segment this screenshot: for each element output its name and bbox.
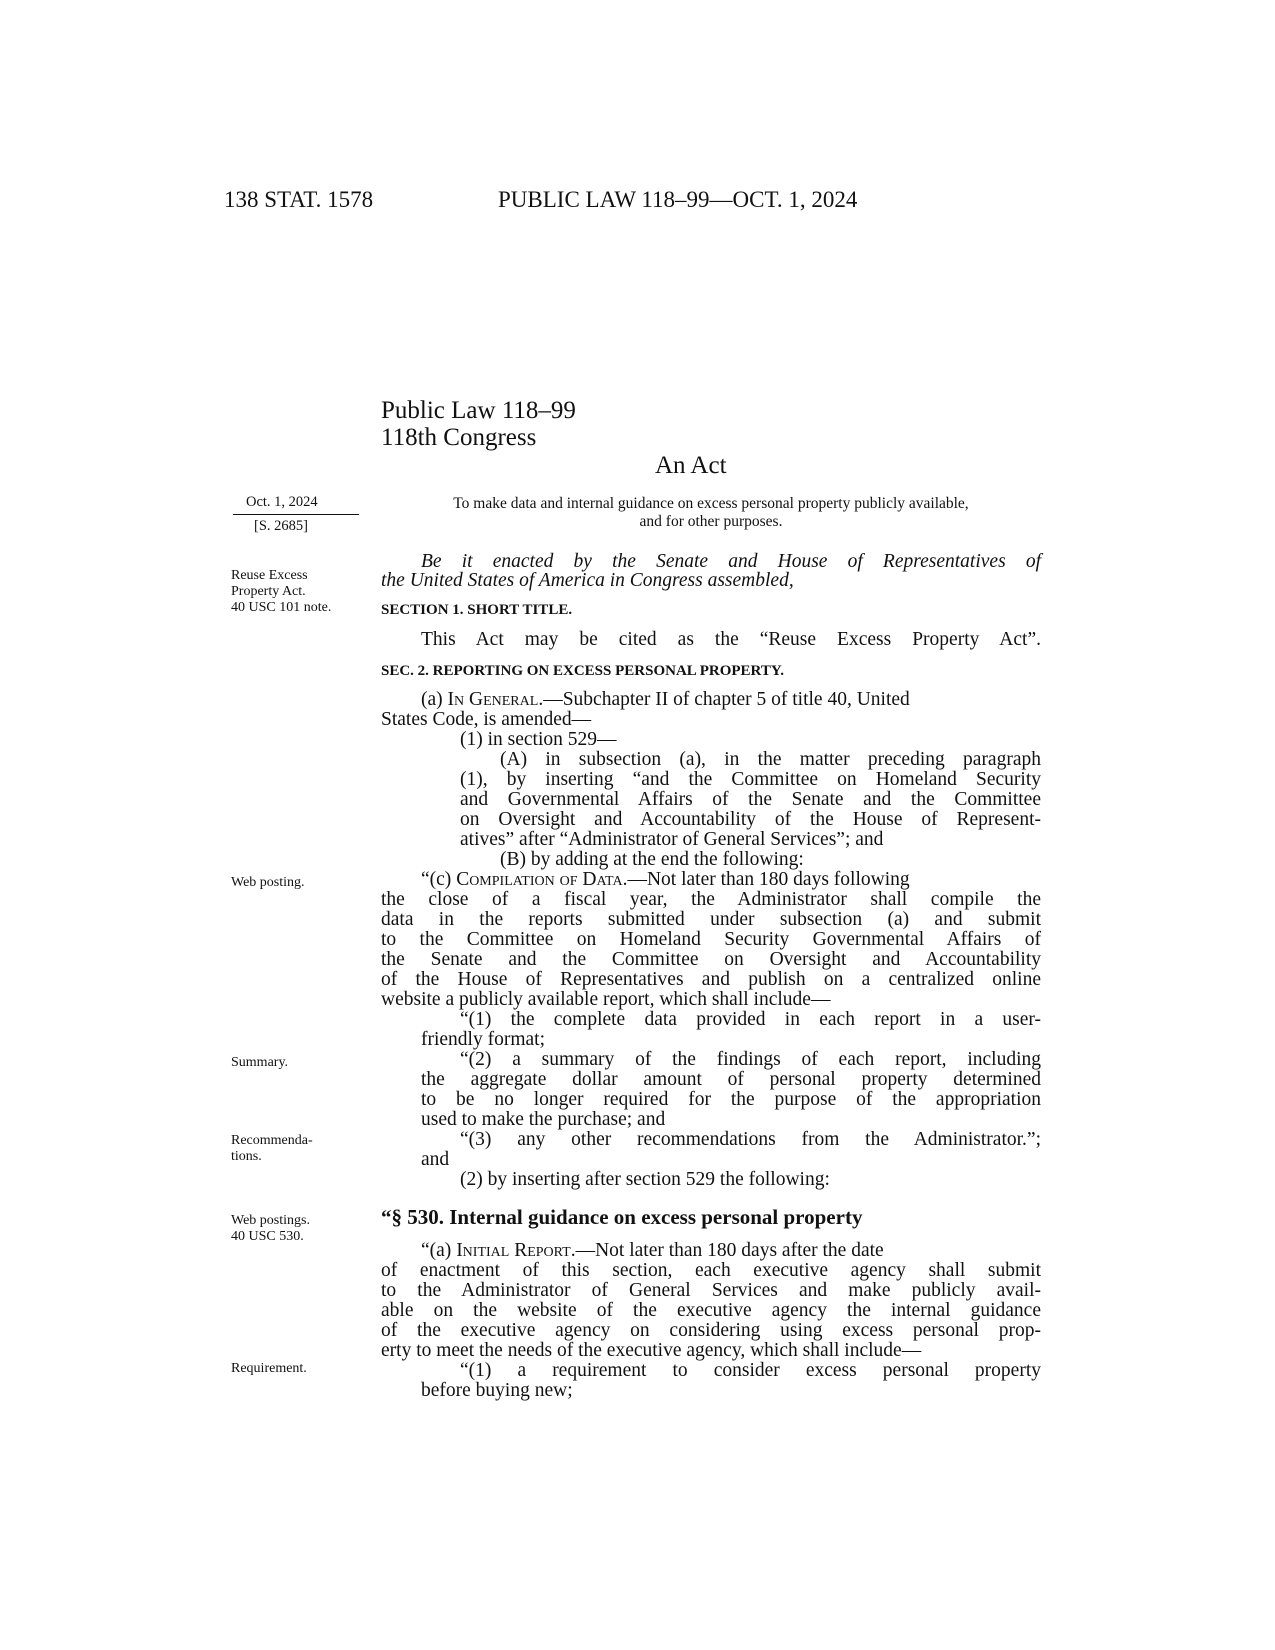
sec2-c-line-2: the close of a fiscal year, the Administrator shall compile the bbox=[381, 889, 1041, 910]
sec530-p1-line-2: before buying new; bbox=[421, 1380, 573, 1401]
sec2-B-line: (B) by adding at the end the following: bbox=[500, 849, 804, 870]
sec2-c2-line-1: “(2) a summary of the findings of each report, including bbox=[460, 1049, 1041, 1070]
margin-requirement: Requirement. bbox=[231, 1361, 307, 1376]
section-1-text: This Act may be cited as the “Reuse Excess Property Act”. bbox=[421, 629, 1041, 650]
sec2-c3-line-2: and bbox=[421, 1149, 450, 1170]
law-number: Public Law 118–99 bbox=[381, 397, 576, 424]
running-header: PUBLIC LAW 118–99—OCT. 1, 2024 bbox=[498, 187, 858, 212]
margin-web-postings: Web postings. bbox=[231, 1213, 310, 1228]
margin-bill-number: [S. 2685] bbox=[254, 518, 308, 534]
sec2-paragraph-1: (1) in section 529— bbox=[460, 729, 617, 750]
margin-short-title-2: Property Act. bbox=[231, 584, 306, 599]
sec530-a-line-4: able on the website of the executive agency the internal guidance bbox=[381, 1300, 1041, 1321]
congress-number: 118th Congress bbox=[381, 424, 537, 451]
sec2-A-line-1: (A) in subsection (a), in the matter preceding paragraph bbox=[500, 749, 1041, 770]
sec530-a-line-3: to the Administrator of General Services and make publicly avail- bbox=[381, 1280, 1041, 1301]
sec2-c2-line-3: to be no longer required for the purpose of the appropriation bbox=[421, 1089, 1041, 1110]
page-stat-citation: 138 STAT. 1578 bbox=[224, 187, 374, 212]
sec2-c1-line-2: friendly format; bbox=[421, 1029, 545, 1050]
sec2-c-line-7: website a publicly available report, which shall include— bbox=[381, 989, 831, 1010]
margin-date: Oct. 1, 2024 bbox=[246, 494, 318, 510]
sec2-c1-line-1: “(1) the complete data provided in each report in a user- bbox=[460, 1009, 1041, 1030]
sec2-c-line-1: “(c) Compilation of Data.—Not later than 180 days following bbox=[421, 869, 910, 890]
margin-web-posting: Web posting. bbox=[231, 875, 305, 890]
margin-short-title-1: Reuse Excess bbox=[231, 568, 308, 583]
sec2-c-line-3: data in the reports submitted under subsection (a) and submit bbox=[381, 909, 1041, 930]
sec2-A-line-5: atives” after “Administrator of General Services”; and bbox=[460, 829, 884, 850]
margin-short-title-3: 40 USC 101 note. bbox=[231, 600, 332, 615]
sec530-p1-line-1: “(1) a requirement to consider excess personal property bbox=[460, 1360, 1041, 1381]
enacting-clause-line-2: the United States of America in Congress assembled, bbox=[381, 570, 794, 591]
section-530-heading: “§ 530. Internal guidance on excess personal property bbox=[381, 1205, 863, 1229]
act-title: An Act bbox=[655, 452, 727, 479]
sec2-c-line-6: of the House of Representatives and publish on a centralized online bbox=[381, 969, 1041, 990]
sec530-a-line-1: “(a) Initial Report.—Not later than 180 days after the date bbox=[421, 1240, 884, 1261]
margin-summary: Summary. bbox=[231, 1055, 289, 1070]
purpose-line-2: and for other purposes. bbox=[639, 513, 783, 530]
sec2-c-line-5: the Senate and the Committee on Oversight and Accountability bbox=[381, 949, 1041, 970]
sec2-paragraph-2: (2) by inserting after section 529 the following: bbox=[460, 1169, 830, 1190]
sec2-c2-line-2: the aggregate dollar amount of personal property determined bbox=[421, 1069, 1041, 1090]
sec530-a-line-2: of enactment of this section, each executive agency shall submit bbox=[381, 1260, 1041, 1281]
section-1-heading: SECTION 1. SHORT TITLE. bbox=[381, 602, 573, 618]
margin-usc-530: 40 USC 530. bbox=[231, 1229, 304, 1244]
sec2-c-line-4: to the Committee on Homeland Security Governmental Affairs of bbox=[381, 929, 1041, 950]
sec2-a-line-1: (a) In General.—Subchapter II of chapter 5 of title 40, United bbox=[421, 689, 910, 710]
sec2-a-line-2: States Code, is amended— bbox=[381, 709, 592, 730]
sec2-c2-line-4: used to make the purchase; and bbox=[421, 1109, 666, 1130]
margin-rule bbox=[233, 514, 359, 515]
sec2-c3-line-1: “(3) any other recommendations from the Administrator.”; bbox=[460, 1129, 1041, 1150]
sec2-A-line-2: (1), by inserting “and the Committee on Homeland Security bbox=[460, 769, 1041, 790]
section-2-heading: SEC. 2. REPORTING ON EXCESS PERSONAL PROPERTY. bbox=[381, 663, 785, 679]
margin-recommendations-2: tions. bbox=[231, 1149, 262, 1164]
sec530-a-line-6: erty to meet the needs of the executive agency, which shall include— bbox=[381, 1340, 922, 1361]
enacting-clause-line-1: Be it enacted by the Senate and House of Representatives of bbox=[421, 551, 1041, 572]
margin-recommendations-1: Recommenda- bbox=[231, 1133, 313, 1148]
sec2-A-line-4: on Oversight and Accountability of the House of Represent- bbox=[460, 809, 1041, 830]
sec2-A-line-3: and Governmental Affairs of the Senate and the Committee bbox=[460, 789, 1041, 810]
purpose-line-1: To make data and internal guidance on excess personal property publicly available, bbox=[453, 495, 969, 512]
sec530-a-line-5: of the executive agency on considering using excess personal prop- bbox=[381, 1320, 1041, 1341]
